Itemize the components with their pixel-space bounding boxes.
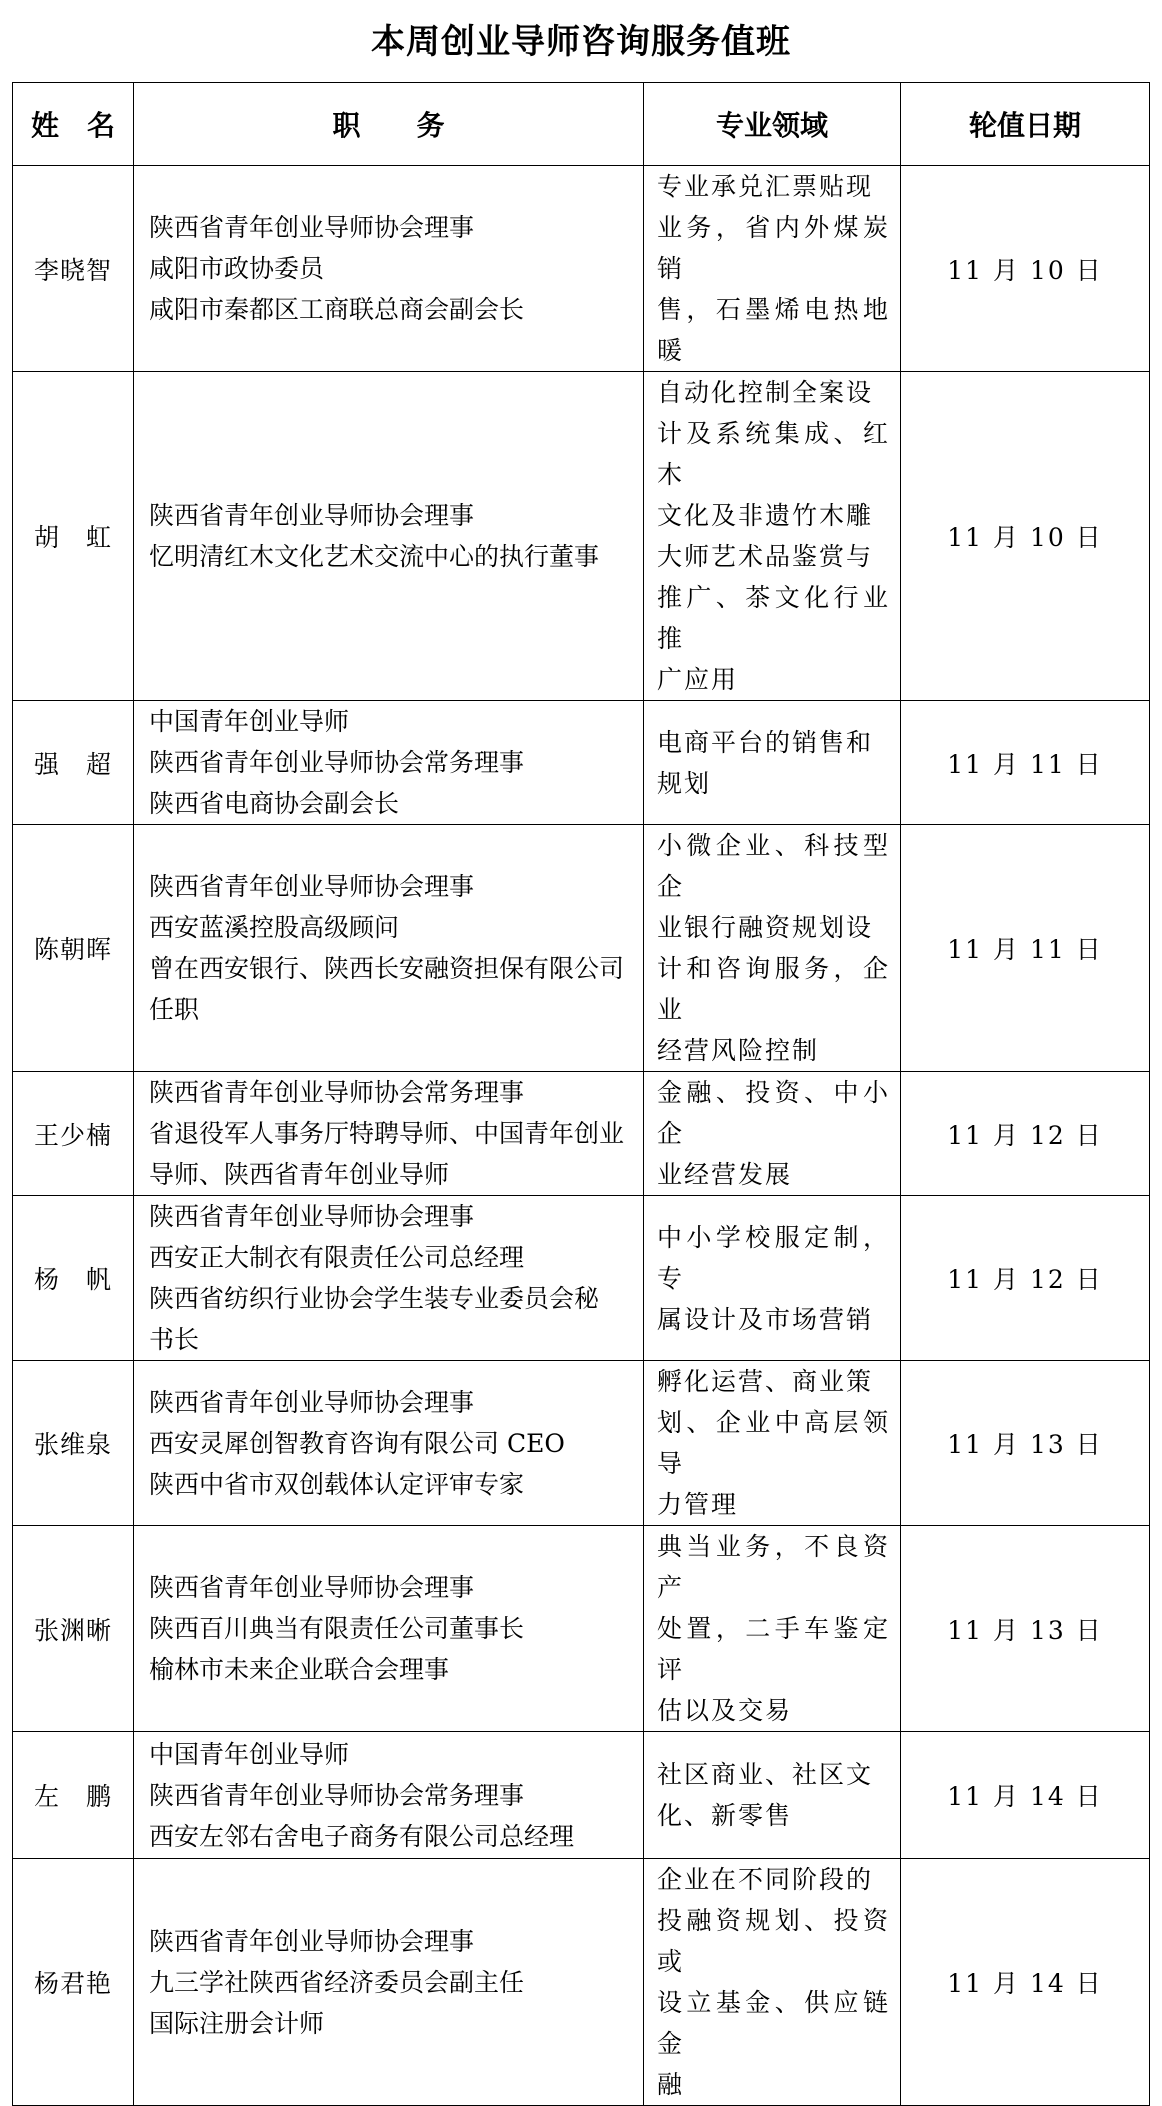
position-line: 中国青年创业导师 <box>149 1739 350 1769</box>
duty-date: 11 月 13 日 <box>901 1361 1150 1526</box>
mentor-position <box>134 701 644 825</box>
position-line: 陕西省青年创业导师协会理事 <box>149 1387 475 1417</box>
mentor-field <box>644 372 901 701</box>
position-line: 忆明清红木文化艺术交流中心的执行董事 <box>149 542 600 571</box>
header-date: 轮值日期 <box>901 83 1150 166</box>
field-line: 业经营发展 <box>657 1160 793 1189</box>
header-name: 姓 名 <box>13 83 134 166</box>
field-line: 划、企业中高层领导 <box>657 1408 890 1478</box>
field-line: 业银行融资规划设 <box>657 913 874 942</box>
mentor-name: 张渊晰 <box>13 1526 134 1732</box>
field-line: 业务，省内外煤炭销 <box>657 213 890 283</box>
position-line: 任职 <box>149 995 200 1024</box>
position-line: 陕西省电商协会副会长 <box>149 789 400 818</box>
table-row <box>13 166 1150 372</box>
position-line: 西安蓝溪控股高级顾问 <box>149 913 400 942</box>
mentor-name: 杨 帆 <box>13 1196 134 1361</box>
mentor-name: 强 超 <box>13 701 134 825</box>
mentor-field <box>644 825 901 1072</box>
position-line: 陕西省青年创业导师协会理事 <box>149 872 475 901</box>
duty-date: 11 月 11 日 <box>901 701 1150 825</box>
mentor-field <box>644 1072 901 1196</box>
table-row <box>13 1859 1150 2106</box>
field-line: 中小学校服定制，专 <box>657 1222 890 1293</box>
mentor-name: 杨君艳 <box>13 1859 134 2106</box>
table-row <box>13 372 1150 701</box>
mentor-field <box>644 1361 901 1526</box>
mentor-position <box>134 1526 644 1732</box>
field-line: 文化及非遗竹木雕 <box>657 501 874 530</box>
table-row <box>13 701 1150 825</box>
position-line: 陕西省青年创业导师协会常务理事 <box>149 748 525 777</box>
header-position: 职 务 <box>134 83 644 166</box>
mentor-field <box>644 1859 901 2106</box>
position-line: 九三学社陕西省经济委员会副主任 <box>149 1967 525 1997</box>
position-line: 陕西省青年创业导师协会理事 <box>149 1202 475 1231</box>
mentor-field <box>644 701 901 825</box>
field-line: 力管理 <box>657 1490 739 1519</box>
position-line: 导师、陕西省青年创业导师 <box>149 1160 450 1189</box>
position-line: 陕西省青年创业导师协会常务理事 <box>149 1780 525 1810</box>
field-line: 典当业务，不良资产 <box>657 1532 890 1602</box>
field-line: 处置，二手车鉴定评 <box>657 1614 890 1684</box>
position-line: 陕西省青年创业导师协会理事 <box>149 1926 475 1956</box>
field-line: 孵化运营、商业策 <box>657 1367 874 1396</box>
mentor-position <box>134 1196 644 1361</box>
mentor-name: 张维泉 <box>13 1361 134 1526</box>
mentor-field <box>644 1526 901 1732</box>
mentor-position <box>134 1732 644 1859</box>
field-line: 企业在不同阶段的 <box>657 1865 874 1894</box>
duty-date: 11 月 10 日 <box>901 166 1150 372</box>
field-line: 投融资规划、投资或 <box>657 1906 890 1976</box>
position-line: 中国青年创业导师 <box>149 707 350 736</box>
position-line: 陕西百川典当有限责任公司董事长 <box>149 1614 525 1643</box>
field-line: 小微企业、科技型企 <box>657 831 890 901</box>
position-line: 咸阳市政协委员 <box>149 254 325 283</box>
duty-date: 11 月 11 日 <box>901 825 1150 1072</box>
duty-date: 11 月 13 日 <box>901 1526 1150 1732</box>
position-line: 咸阳市秦都区工商联总商会副会长 <box>149 295 525 324</box>
field-line: 经营风险控制 <box>657 1036 820 1065</box>
mentor-name: 胡 虹 <box>13 372 134 701</box>
field-line: 计及系统集成、红木 <box>657 419 890 489</box>
field-line: 售，石墨烯电热地暖 <box>657 295 890 365</box>
position-line: 曾在西安银行、陕西长安融资担保有限公司 <box>149 954 625 983</box>
duty-table <box>12 82 1150 2106</box>
field-line: 化、新零售 <box>657 1801 793 1830</box>
field-line: 自动化控制全案设 <box>657 378 874 407</box>
position-line: 陕西省青年创业导师协会理事 <box>149 501 475 530</box>
table-row <box>13 1072 1150 1196</box>
header-row <box>13 83 1150 166</box>
mentor-position <box>134 372 644 701</box>
position-line: 国际注册会计师 <box>149 2008 325 2038</box>
mentor-name: 左 鹏 <box>13 1732 134 1859</box>
table-row <box>13 1526 1150 1732</box>
table-row <box>13 1361 1150 1526</box>
position-line: 陕西省纺织行业协会学生装专业委员会秘 <box>149 1284 600 1313</box>
field-line: 属设计及市场营销 <box>657 1304 874 1334</box>
mentor-position <box>134 1361 644 1526</box>
mentor-position <box>134 1859 644 2106</box>
field-line: 专业承兑汇票贴现 <box>657 172 874 201</box>
position-line: 陕西中省市双创载体认定评审专家 <box>149 1469 525 1499</box>
field-line: 融 <box>657 2070 685 2099</box>
field-line: 大师艺术品鉴赏与 <box>657 542 874 571</box>
field-line: 广应用 <box>657 665 739 694</box>
header-field: 专业领域 <box>644 83 901 166</box>
duty-date: 11 月 14 日 <box>901 1859 1150 2106</box>
mentor-field <box>644 1196 901 1361</box>
mentor-position <box>134 166 644 372</box>
duty-date: 11 月 12 日 <box>901 1196 1150 1361</box>
position-line: 陕西省青年创业导师协会理事 <box>149 1573 475 1602</box>
mentor-position <box>134 1072 644 1196</box>
position-line: 西安正大制衣有限责任公司总经理 <box>149 1243 525 1272</box>
page-title: 本周创业导师咨询服务值班 <box>371 22 791 62</box>
position-line: 省退役军人事务厅特聘导师、中国青年创业 <box>149 1119 625 1148</box>
mentor-name: 陈朝晖 <box>13 825 134 1072</box>
mentor-name: 李晓智 <box>13 166 134 372</box>
table-row <box>13 1732 1150 1859</box>
mentor-position <box>134 825 644 1072</box>
duty-date: 11 月 14 日 <box>901 1732 1150 1859</box>
field-line: 金融、投资、中小企 <box>657 1078 890 1148</box>
table-row <box>13 825 1150 1072</box>
position-line: 陕西省青年创业导师协会常务理事 <box>149 1078 525 1107</box>
mentor-name: 王少楠 <box>13 1072 134 1196</box>
field-line: 设立基金、供应链金 <box>657 1988 890 2058</box>
field-line: 估以及交易 <box>657 1696 793 1725</box>
mentor-field <box>644 166 901 372</box>
duty-date: 11 月 12 日 <box>901 1072 1150 1196</box>
position-line: 西安灵犀创智教育咨询有限公司 CEO <box>149 1428 565 1458</box>
position-line: 陕西省青年创业导师协会理事 <box>149 213 475 242</box>
position-line: 书长 <box>149 1325 200 1354</box>
position-line: 西安左邻右舍电子商务有限公司总经理 <box>149 1821 575 1851</box>
field-line: 规划 <box>657 768 712 798</box>
field-line: 计和咨询服务，企业 <box>657 954 890 1024</box>
field-line: 社区商业、社区文 <box>657 1760 874 1789</box>
duty-date: 11 月 10 日 <box>901 372 1150 701</box>
position-line: 榆林市未来企业联合会理事 <box>149 1655 450 1684</box>
table-row <box>13 1196 1150 1361</box>
field-line: 推广、茶文化行业推 <box>657 583 890 653</box>
mentor-field <box>644 1732 901 1859</box>
field-line: 电商平台的销售和 <box>657 727 874 757</box>
